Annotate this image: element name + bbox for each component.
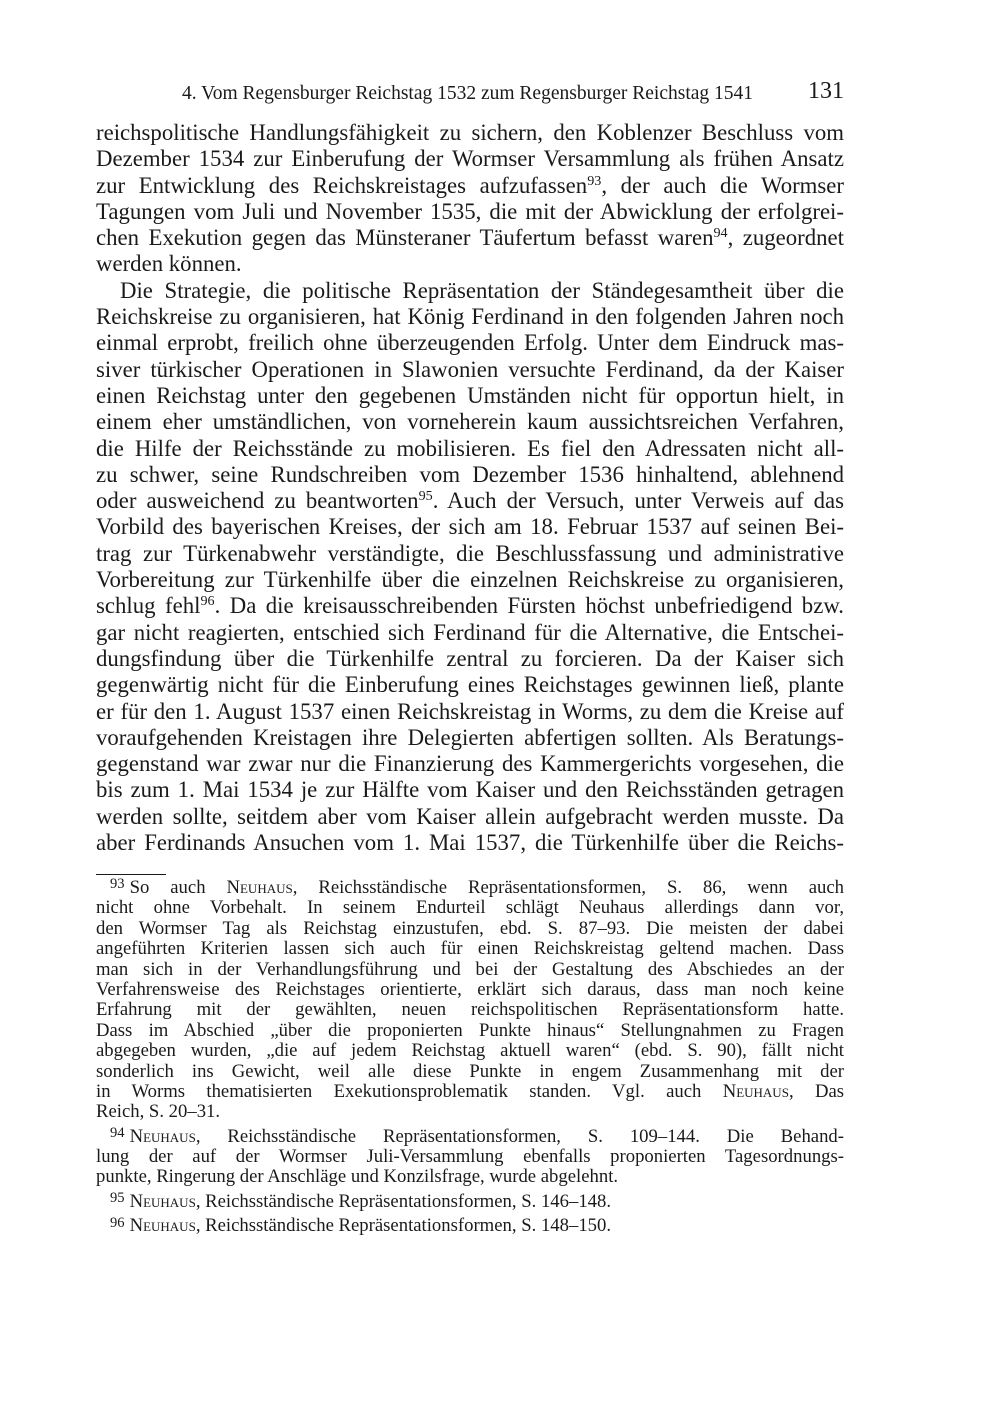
text-line: zu schwer, seine Rundschreiben vom Dezember 1536 hinhaltend, ablehnend <box>96 461 844 487</box>
footnote-line: den Wormser Tag als Reichstag einzustufen, ebd. S. 87–93. Die meisten der dabei <box>96 917 844 939</box>
text-line: die Hilfe der Reichsstände zu mobilisieren. Es fiel den Adressaten nicht all- <box>96 435 844 461</box>
footnote-line: $^{95}$ Neuhaus, Reichsständische Repräsentationsformen, S. 146–148. <box>110 1190 612 1212</box>
footnote-line: angeführten Kriterien lassen sich auch für einen Reichskreistag geltend machen. Dass <box>96 938 844 960</box>
text-line: schlug fehl$^{96}$. Da die kreisausschreibenden Fürsten höchst unbefriedigend bzw. <box>96 593 845 619</box>
footnote-line: punkte, Ringerung der Anschläge und Konzilsfrage, wurde abgelehnt. <box>96 1166 619 1188</box>
footnote-line: Dass im Abschied „über die proponierten Punkte hinaus“ Stellungnahmen zu Fragen <box>96 1019 844 1041</box>
footnote-ref-96[interactable]: 96 <box>200 593 215 610</box>
footnote-line: $^{93}$ So auch Neuhaus, Reichsständische Repräsentationsformen, S. 86, wenn auch <box>110 876 844 898</box>
text-line: gegenwärtig nicht für die Einberufung eines Reichstages gewinnen ließ, plante <box>96 672 844 698</box>
text-line: aber Ferdinands Ansuchen vom 1. Mai 1537, die Türkenhilfe über die Reichs- <box>96 830 844 856</box>
footnote-number: 96 <box>110 1214 125 1231</box>
footnote-line: in Worms thematisierten Exekutionsproblematik standen. Vgl. auch Neuhaus, Das <box>96 1080 845 1102</box>
text-line: einen Reichstag unter den gegebenen Umständen nicht für opportun hielt, in <box>96 382 844 408</box>
footnote-number: 93 <box>110 876 125 893</box>
footnote-93 <box>96 878 844 1123</box>
footnote-line: Reich, S. 20–31. <box>96 1101 221 1123</box>
text-line: trag zur Türkenabwehr verständigte, die Beschlussfassung und administrative <box>96 540 844 566</box>
page-header <box>96 78 844 108</box>
text-line: Reichskreise zu organisieren, hat König Ferdinand in den folgenden Jahren noch <box>96 304 844 330</box>
footnote-95 <box>96 1192 844 1212</box>
text-line: gar nicht reagierten, entschied sich Ferdinand für die Alternative, die Entschei- <box>96 619 844 645</box>
text-line: oder ausweichend zu beantworten$^{95}$. Auch der Versuch, unter Verweis auf das <box>96 488 844 514</box>
footnote-ref-95[interactable]: 95 <box>418 488 433 505</box>
text-line: werden sollte, seitdem aber vom Kaiser allein aufgebracht werden musste. Da <box>96 803 844 829</box>
footnote-ref-94[interactable]: 94 <box>713 225 728 242</box>
text-line: reichspolitische Handlungsfähigkeit zu sichern, den Koblenzer Beschluss vom <box>96 120 844 145</box>
text-line: einem eher umständlichen, von vorneherein kaum aussichtsreichen Verfahren, <box>96 409 844 435</box>
footnote-line: abgegeben wurden, „die auf jedem Reichstag aktuell waren“ (ebd. S. 90), fällt nicht <box>96 1040 844 1062</box>
footnote-line: $^{94}$ Neuhaus, Reichsständische Repräsentationsformen, S. 109–144. Die Behand- <box>110 1125 844 1147</box>
text-line: werden können. <box>96 251 242 277</box>
text-line: Vorbild des bayerischen Kreises, der sich am 18. Februar 1537 auf seinen Bei- <box>96 514 844 540</box>
footnote-line: lung der auf der Wormser Juli-Versammlung ebenfalls proponierten Tagesordnungs- <box>96 1146 844 1168</box>
text-line: dungsfindung über die Türkenhilfe zentral zu forcieren. Da der Kaiser sich <box>96 645 844 671</box>
text-line: gegenstand war zwar nur die Finanzierung des Kammergerichts vorgesehen, die <box>96 751 844 777</box>
footnotes <box>96 878 844 1237</box>
text-line: zur Entwicklung des Reichskreistages aufzufassen$^{93}$, der auch die Wormser <box>96 172 845 198</box>
main-text <box>96 120 844 856</box>
running-head: 4. Vom Regensburger Reichstag 1532 zum Regensburger Reichstag 1541 <box>182 83 754 104</box>
footnote-line: man sich in der Verhandlungsführung und bei der Gestaltung des Abschiedes an der <box>96 958 844 980</box>
paragraph-start: Die Strategie, die politische Repräsentation der Ständegesamtheit über die <box>120 277 844 303</box>
text-line: voraufgehenden Kreistagen ihre Delegierten abfertigen sollten. Als Beratungs- <box>96 724 844 750</box>
text-line: einmal erprobt, freilich ohne überzeugenden Erfolg. Unter dem Eindruck mas- <box>96 330 844 356</box>
footnote-96 <box>96 1216 844 1236</box>
footnote-94 <box>96 1127 844 1188</box>
footnote-line: sonderlich ins Gewicht, weil alle diese Punkte in engem Zusammenhang mit der <box>96 1060 844 1082</box>
text-line: er für den 1. August 1537 einen Reichskreistag in Worms, zu dem die Kreise auf <box>96 698 844 724</box>
footnote-separator <box>96 874 166 875</box>
text-line: siver türkischer Operationen in Slawonien versuchte Ferdinand, da der Kaiser <box>96 356 844 382</box>
page-number: 131 <box>808 78 844 104</box>
footnote-line: $^{96}$ Neuhaus, Reichsständische Repräsentationsformen, S. 148–150. <box>110 1214 612 1237</box>
text-line: Vorbereitung zur Türkenhilfe über die einzelnen Reichskreise zu organisieren, <box>96 567 844 593</box>
footnote-number: 94 <box>110 1125 125 1142</box>
text-line: bis zum 1. Mai 1534 je zur Hälfte vom Kaiser und den Reichsständen getragen <box>96 777 844 803</box>
footnote-line: Verfahrensweise des Reichstages orientierte, erklärt sich daraus, dass man noch keine <box>96 978 844 1000</box>
footnote-number: 95 <box>110 1190 125 1207</box>
footnote-line: Erfahrung mit der gewählten, neuen reichspolitischen Repräsentationsform hatte. <box>96 999 844 1021</box>
text-line: Dezember 1534 zur Einberufung der Wormser Versammlung als frühen Ansatz <box>96 146 844 172</box>
footnote-line: nicht ohne Vorbehalt. In seinem Endurteil schlägt Neuhaus allerdings dann vor, <box>96 897 844 919</box>
text-line: Tagungen vom Juli und November 1535, die mit der Abwicklung der erfolgrei- <box>96 198 844 224</box>
text-line: chen Exekution gegen das Münsteraner Täufertum befasst waren$^{94}$, zugeordnet <box>96 225 844 251</box>
footnote-ref-93[interactable]: 93 <box>587 172 602 189</box>
